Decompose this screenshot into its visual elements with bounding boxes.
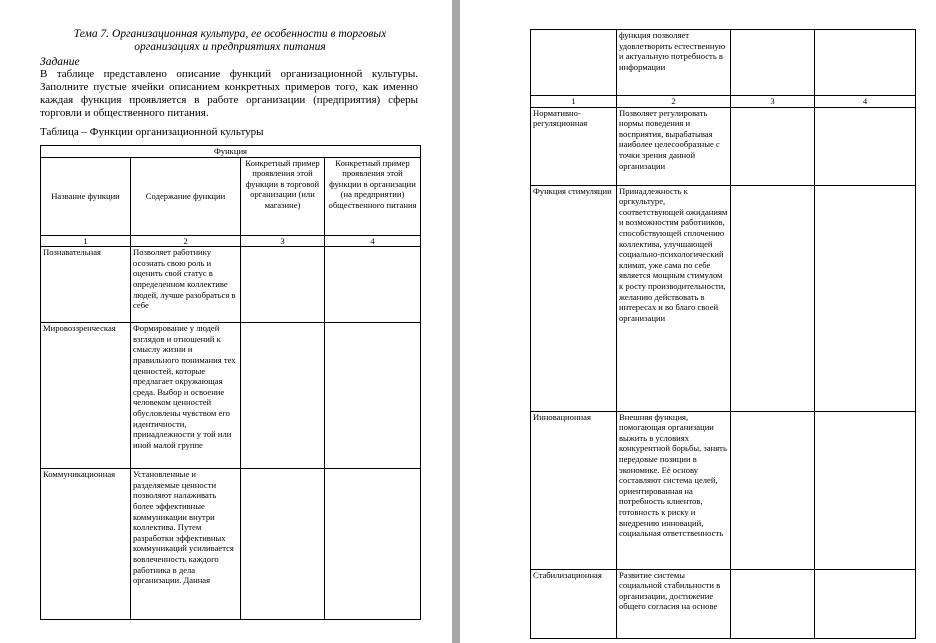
table-caption: Таблица – Функции организационной культуры — [40, 126, 264, 138]
trade-example-cell[interactable] — [731, 411, 815, 569]
function-name: Познавательная — [41, 247, 131, 323]
task-label: Задание — [40, 56, 80, 68]
function-content: Установленные и разделяемые ценности позволяют налаживать более эффективные коммуникации внутри коллектива. Путем разработки эффективных коммуникаций усиливается вовлеченность каждого работника в дела организации. Данная — [133, 469, 234, 586]
page-separator — [452, 0, 460, 643]
function-content: функция позволяет удовлетворить естественную и актуальную потребность в информации — [617, 30, 731, 96]
table-group-header: Функция — [41, 146, 421, 158]
catering-example-cell[interactable] — [815, 411, 916, 569]
catering-example-cell[interactable] — [325, 247, 421, 323]
table-row — [41, 323, 421, 469]
trade-example-cell[interactable] — [241, 247, 325, 323]
trade-example-cell[interactable] — [731, 107, 815, 185]
column-number: 3 — [731, 96, 815, 108]
functions-table — [40, 145, 421, 620]
column-number: 1 — [531, 96, 617, 108]
function-name: Нормативно-регуляционная — [531, 107, 617, 185]
table-row — [41, 469, 421, 620]
function-name: Инновационная — [531, 411, 617, 569]
page-title: Тема 7. Организационная культура, ее особенности в торговых организациях и предприятиях питания — [73, 28, 387, 53]
function-content-wrapper — [131, 469, 241, 620]
header-catering-example: Конкретный пример проявления этой функции в организации (на предприятии) общественного питания — [325, 157, 421, 235]
table-row — [531, 411, 916, 569]
header-trade-example: Конкретный пример проявления этой функции в торговой организации (или магазине) — [241, 157, 325, 235]
function-name: Коммуникационная — [41, 469, 131, 620]
function-content: Принадлежность к оргкультуре, соответствующей ожиданиям и возможностям работников, способствующей сплочению коллектива, улучшающей социально-психологический климат, уже сама по себе является мощным стимулом к росту производительности, желанию действовать в интересах и во благо своей организации — [617, 185, 731, 411]
table-row — [531, 107, 916, 185]
function-name — [531, 30, 617, 96]
column-number: 4 — [325, 235, 421, 247]
functions-table-continued — [530, 29, 916, 639]
column-number: 4 — [815, 96, 916, 108]
table-row — [531, 569, 916, 638]
header-function-name: Название функции — [41, 157, 131, 235]
task-instructions: В таблице представлено описание функций организационной культуры. Заполните пустые ячейки описанием конкретных примеров того, как именно каждая функция проявляется в работе организации (предприятия) сферы торговли и общественного питания. — [40, 68, 418, 119]
column-number: 2 — [131, 235, 241, 247]
function-content: Позволяет работнику осознать свою роль и оценить свой статус в определенном коллективе людей, лучше разобраться в себе — [131, 247, 241, 323]
trade-example-cell[interactable] — [731, 30, 815, 96]
function-content-wrapper — [617, 569, 731, 638]
trade-example-cell[interactable] — [731, 185, 815, 411]
trade-example-cell[interactable] — [241, 469, 325, 620]
table-row — [41, 247, 421, 323]
trade-example-cell[interactable] — [731, 569, 815, 638]
column-number: 3 — [241, 235, 325, 247]
function-name: Мировоззренческая — [41, 323, 131, 469]
function-content: Позволяет регулировать нормы поведения и восприятия, вырабатывая наиболее целесообразные с точки зрения данной организации — [617, 107, 731, 185]
trade-example-cell[interactable] — [241, 323, 325, 469]
left-page — [0, 0, 452, 643]
column-number: 2 — [617, 96, 731, 108]
function-content: Развитие системы социальной стабильности в организации, достижение общего согласия на основе — [619, 569, 721, 612]
function-content: Формирование у людей взглядов и отношений к смыслу жизни и правильного понимания тех ценностей, которые предлагает окружающая среда. Выбор и освоение человеком ценностей обусловлены чувством его идентичности, принадлежности у той или иной малой группе — [131, 323, 241, 469]
catering-example-cell[interactable] — [815, 30, 916, 96]
catering-example-cell[interactable] — [815, 185, 916, 411]
function-content: Внешняя функция, помогающая организации выжить в условиях конкурентной борьбы, занять передовые позиции в экономике. Её основу составляют система целей, ориентированная на потребность клиентов, готовность к риску и внедрению инноваций, социальная ответственность — [617, 411, 731, 569]
table-row — [531, 185, 916, 411]
table-row — [531, 30, 916, 96]
catering-example-cell[interactable] — [325, 469, 421, 620]
column-number: 1 — [41, 235, 131, 247]
header-function-content: Содержание функции — [131, 157, 241, 235]
catering-example-cell[interactable] — [815, 569, 916, 638]
function-name: Стабилизационная — [531, 569, 617, 638]
right-page — [460, 0, 936, 643]
catering-example-cell[interactable] — [325, 323, 421, 469]
function-name: Функция стимуляции — [531, 185, 617, 411]
catering-example-cell[interactable] — [815, 107, 916, 185]
